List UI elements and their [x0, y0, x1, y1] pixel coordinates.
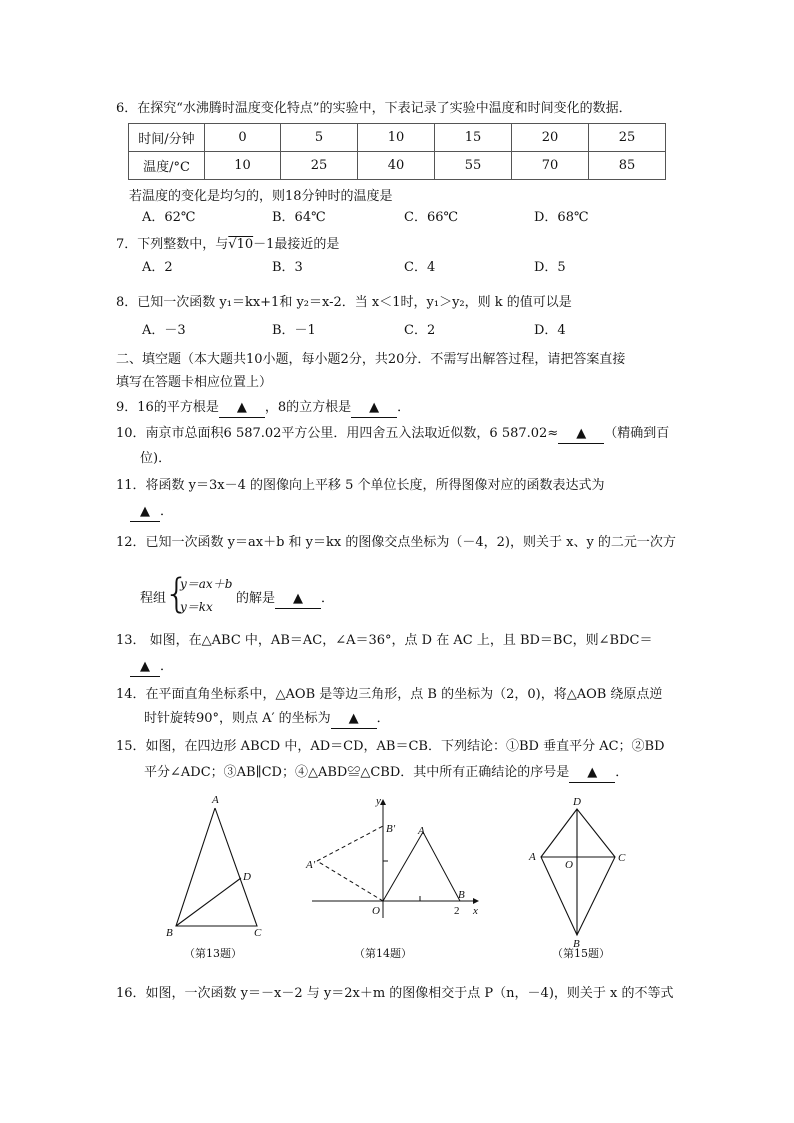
label-a-prime: A′: [306, 859, 316, 871]
table-cell: 55: [435, 152, 512, 180]
q10-cont: 位)．: [140, 451, 172, 466]
answer-blank: ▲: [569, 764, 615, 783]
table-cell: 20: [512, 124, 589, 152]
q6-option-c: C．66℃: [404, 210, 459, 225]
table-row: [129, 152, 666, 180]
quadrilateral-abcd: [541, 809, 615, 935]
q9-text2: ，8的立方根是: [264, 400, 352, 415]
q8-option-d: D．4: [534, 323, 566, 338]
q14-line2: 时针旋转90°，则点 A′ 的坐标为: [144, 711, 331, 726]
q6-table: [128, 123, 666, 180]
label-two: 2: [454, 905, 460, 917]
label-a: A: [212, 794, 219, 806]
section2-heading-cont: 填写在答题卡相应位置上）: [116, 375, 273, 390]
q6-option-d: D．68℃: [534, 210, 589, 225]
figure-15: [520, 790, 640, 950]
segment-bd: [176, 878, 241, 926]
table-cell: 15: [435, 124, 512, 152]
q8-option-c: C．2: [404, 323, 436, 338]
q6-table-row2-label: 温度/°C: [129, 152, 205, 180]
q7-radical: √10: [228, 237, 254, 252]
segment-oa-prime: [317, 861, 383, 901]
q12-stem: 12．已知一次函数 y＝ax＋b 和 y＝kx 的图像交点坐标为（－4，2)，则关于 x、y 的二元一次方: [116, 535, 676, 550]
q12-end: ．: [321, 591, 335, 606]
table-cell: 5: [281, 124, 358, 152]
q11-stem: 11．将函数 y＝3x－4 的图像向上平移 5 个单位长度，所得图像对应的函数表达式为: [116, 478, 605, 493]
q6-option-a: A．62℃: [142, 210, 196, 225]
triangle-abc: [176, 808, 257, 926]
q12-post: 的解是: [236, 591, 276, 606]
table-cell: 25: [281, 152, 358, 180]
segment-a-prime-b-prime: [317, 826, 383, 861]
q14-cont: [144, 710, 390, 729]
table-cell: 85: [589, 152, 666, 180]
q6-stem: 6．在探究“水沸腾时温度变化特点”的实验中，下表记录了实验中温度和时间变化的数据．: [116, 101, 632, 116]
figure-14: [300, 790, 490, 930]
q9-text3: ．: [397, 400, 411, 415]
q11-end: ．: [160, 504, 174, 519]
q7-option-a: A．2: [142, 260, 173, 275]
q6-question: 若温度的变化是均匀的，则18分钟时的温度是: [129, 189, 393, 204]
table-cell: 40: [358, 152, 435, 180]
q10: [116, 425, 669, 444]
figure-14-caption: （第14题）: [354, 947, 412, 960]
table-cell: 10: [358, 124, 435, 152]
answer-blank: ▲: [558, 425, 604, 444]
q11-answer: [130, 503, 173, 522]
q6-table-row1-label: 时间/分钟: [129, 124, 205, 152]
q15-line2: 平分∠ADC；③AB∥CD；④△ABD≌△CBD．其中所有正确结论的序号是: [144, 765, 570, 780]
label-a: A: [418, 825, 425, 837]
table-cell: 0: [205, 124, 281, 152]
q16-stem: 16．如图，一次函数 y＝－x－2 与 y＝2x＋m 的图像相交于点 P（n，－4)，则关于 x 的不等式: [116, 986, 674, 1001]
q10-text2: （精确到百: [604, 426, 670, 441]
section2-heading: 二、填空题（本大题共10小题，每小题2分，共20分．不需写出解答过程，请把答案直接: [116, 352, 626, 367]
q15-stem: 15．如图，在四边形 ABCD 中，AD＝CD，AB＝CB．下列结论：①BD 垂直平分 AC；②BD: [116, 739, 665, 754]
table-row: [129, 124, 666, 152]
label-x: x: [473, 905, 478, 917]
q6-option-b: B．64℃: [272, 210, 326, 225]
label-c: C: [254, 927, 262, 939]
q13-end: ．: [160, 659, 174, 674]
q10-text1: 10．南京市总面积6 587.02平方公里．用四舍五入法取近似数，6 587.02≈: [116, 426, 559, 441]
answer-blank: ▲: [219, 399, 265, 418]
table-cell: 25: [589, 124, 666, 152]
label-d: D: [573, 796, 581, 808]
figure-15-caption: （第15题）: [552, 947, 610, 960]
answer-blank: ▲: [130, 658, 160, 677]
q8-option-a: A．－3: [142, 323, 186, 338]
q14-end: ．: [376, 711, 390, 726]
q7-stem-pre: 7．下列整数中，与: [116, 237, 229, 252]
answer-blank: ▲: [275, 590, 321, 609]
q7-stem-post: －1最接近的是: [253, 237, 340, 252]
q7-option-b: B．3: [272, 260, 303, 275]
figure-13-caption: （第13题）: [184, 947, 242, 960]
label-b: B: [458, 889, 465, 901]
q7-option-c: C．4: [404, 260, 436, 275]
label-o: O: [372, 905, 380, 917]
q15-cont: [144, 764, 628, 783]
label-d: D: [243, 871, 251, 883]
q7-option-d: D．5: [534, 260, 566, 275]
table-cell: 70: [512, 152, 589, 180]
brace-icon: {: [164, 571, 190, 617]
q12-pre: 程组: [140, 591, 167, 606]
label-o: O: [565, 859, 573, 871]
answer-blank: ▲: [331, 710, 377, 729]
q13-answer: [130, 658, 173, 677]
label-b: B: [166, 927, 173, 939]
label-a: A: [529, 851, 536, 863]
q7-stem: [116, 236, 339, 254]
label-y: y: [376, 795, 381, 807]
q15-end: ．: [615, 765, 629, 780]
q14-stem: 14．在平面直角坐标系中，△AOB 是等边三角形，点 B 的坐标为（2，0)，将△AOB 绕原点逆: [116, 687, 663, 702]
q13-stem: 13． 如图，在△ABC 中，AB＝AC，∠A＝36°，点 D 在 AC 上，且 BD＝BC，则∠BDC＝: [116, 633, 653, 648]
figure-13: [160, 790, 270, 950]
q9: [116, 399, 410, 418]
q12-eq2: y＝kx: [180, 600, 213, 614]
label-c: C: [618, 852, 626, 864]
label-b-prime: B′: [386, 823, 396, 835]
q8-stem: 8．已知一次函数 y₁＝kx+1和 y₂＝x-2．当 x＜1时，y₁＞y₂，则 k 的值可以是: [116, 295, 572, 310]
q9-text1: 9．16的平方根是: [116, 400, 219, 415]
q12-eq1: y＝ax＋b: [180, 577, 233, 591]
q8-option-b: B．－1: [272, 323, 316, 338]
triangle-aob: [383, 832, 460, 901]
table-cell: 10: [205, 152, 281, 180]
label-b: B: [573, 938, 580, 950]
answer-blank: ▲: [130, 503, 160, 522]
answer-blank: ▲: [351, 399, 397, 418]
q12-tail: [236, 590, 334, 609]
